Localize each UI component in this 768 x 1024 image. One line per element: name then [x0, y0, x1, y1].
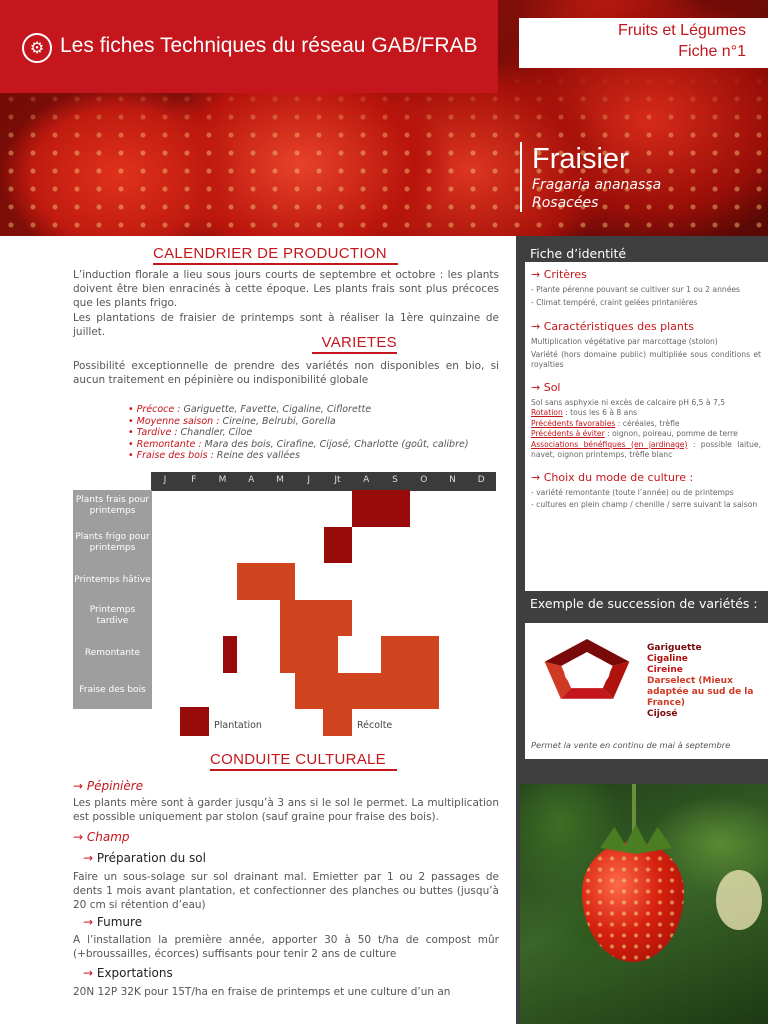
calendrier-text-1: L’induction florale a lieu sous jours courts de septembre et octobre : les plants doivent être bien enracinés à cette époque. Les plants frais sont plus précoces que les plants frigo.: [73, 269, 499, 309]
plants-heading: → Caractéristiques des plants: [531, 320, 694, 333]
rotation-text: Rotation : tous les 6 à 8 ans: [531, 408, 638, 417]
plants-text-1: Multiplication végétative par marcottage (stolon): [531, 337, 718, 346]
plantation-bar: [223, 636, 237, 673]
conduite-heading: CONDUITE CULTURALE: [210, 751, 397, 771]
donut-segment: [545, 639, 587, 666]
month-label: M: [218, 475, 227, 485]
recolte-bar: [381, 636, 439, 673]
champ-heading: → Champ: [73, 830, 130, 844]
exportations-text: 20N 12P 32K pour 15T/ha en fraise de printemps et une culture d’un an: [73, 986, 451, 998]
plantation-bar: [352, 490, 410, 527]
month-label: A: [248, 475, 255, 485]
pepiniere-heading: → Pépinière: [73, 779, 144, 793]
strawberry-image: [582, 842, 684, 962]
legend-plantation-label: Plantation: [214, 720, 262, 731]
plantation-bar: [324, 527, 353, 564]
calendar-row-labels: [73, 490, 152, 709]
month-label: J: [163, 475, 167, 485]
fiche-label-box: [519, 18, 768, 68]
preparation-text: Faire un sous-solage sur sol drainant mal. Emietter par 1 ou 2 passages de dents 1 mois avant plantation, et confectionner des planches ou buttes (jusqu’à 20 cm si rétention d’eau): [73, 871, 499, 911]
fumure-heading: → Fumure: [83, 915, 143, 929]
favorables-text: Précédents favorables : céréales, trèfle: [531, 418, 680, 428]
identity-card: [525, 262, 768, 591]
calendar-row-label: Fraise des bois: [79, 684, 146, 695]
plants-text-2: Variété (hors domaine public) multipliée sous conditions et royalties: [531, 349, 761, 369]
recolte-bar: [295, 673, 439, 710]
title-bar: [0, 0, 498, 93]
month-label: D: [477, 475, 485, 485]
succession-legend-item: Cijosé: [647, 709, 678, 719]
variety-item: • Remontante : Mara des bois, Cirafine, Cijosé, Charlotte (goût, calibre): [128, 438, 469, 450]
month-label: A: [363, 475, 370, 485]
main-column: [0, 236, 516, 1024]
month-label: N: [449, 475, 456, 485]
succession-legend-item: Cigaline: [647, 654, 688, 664]
associations-text: Associations bénéfiques (en jardinage) : possible laitue, navet, oignon printemps, trèfle blanc: [531, 439, 761, 459]
calendrier-heading: CALENDRIER DE PRODUCTION: [153, 245, 398, 265]
succession-legend-item: Darselect (Mieux adaptée au sud de la France): [647, 676, 754, 708]
calendar-row-label: Plants frais pour printemps: [75, 495, 150, 516]
succession-legend-item: Gariguette: [647, 643, 702, 653]
varietes-heading: VARIETES: [312, 334, 397, 354]
month-label: F: [191, 475, 197, 485]
legend-plantation-swatch: [180, 707, 209, 736]
header-banner: [0, 0, 768, 236]
month-label: Jt: [334, 475, 341, 485]
calendar-row-label: Printemps hâtive: [74, 575, 151, 585]
varieties-list: [128, 404, 469, 462]
calendar-row-label: Printemps tardive: [89, 604, 136, 626]
calendrier-text-2: Les plantations de fraisier de printemps sont à réaliser la 1ère quinzaine de juillet.: [73, 312, 499, 338]
month-label: S: [392, 475, 398, 485]
recolte-bar: [280, 636, 338, 673]
succession-legend-item: Cireine: [647, 665, 683, 675]
fiche-number: Fiche n°1: [678, 43, 746, 60]
calendar-row-label: Remontante: [84, 648, 141, 658]
eviter-text: Précédents à éviter : oignon, poireau, pomme de terre: [531, 429, 738, 438]
legend-recolte-label: Récolte: [357, 720, 393, 731]
calendar-row-label: Plants frigo pour printemps: [75, 531, 150, 553]
exportations-heading: → Exportations: [83, 966, 173, 980]
varietes-text: Possibilité exceptionnelle de prendre des variétés non disponibles en bio, si aucun traitement en pépinière ou indisponibilité globale: [73, 360, 499, 386]
month-label: M: [276, 475, 284, 485]
succession-card: [525, 623, 768, 759]
recolte-bar: [280, 600, 352, 637]
criteres-text-2: - Climat tempéré, craint gelées printanières: [531, 297, 698, 307]
variety-item: • Précoce : Gariguette, Favette, Cigaline, Ciflorette: [128, 404, 372, 415]
legend-recolte-swatch: [323, 707, 352, 736]
mode-text-1: - variété remontante (toute l’année) ou de printemps: [531, 487, 734, 497]
variety-item: • Tardive : Chandler, Ciloe: [128, 427, 253, 438]
variety-item: • Fraise des bois : Reine des vallées: [128, 450, 300, 461]
gear-icon: ⚙: [22, 33, 52, 63]
pepiniere-text: Les plants mère sont à garder jusqu’à 3 ans si le sol le permet. La multiplication est possible uniquement par stolon (sauf graine pour fraise des bois).: [73, 797, 499, 823]
succession-donut-chart: [537, 637, 637, 707]
latin-name: Fragaria ananassa: [532, 177, 662, 193]
preparation-heading: → Préparation du sol: [83, 851, 206, 865]
plant-name-block: [520, 142, 661, 212]
succession-heading: Exemple de succession de variétés :: [530, 596, 758, 611]
criteres-text-1: - Plante pérenne pouvant se cultiver sur 1 ou 2 années: [531, 285, 741, 294]
month-label: J: [307, 475, 311, 485]
months-header: [151, 472, 496, 491]
succession-legend: [647, 643, 768, 720]
succession-caption: Permet la vente en continu de mai à septembre: [531, 740, 731, 750]
category-label: Fruits et Légumes: [617, 22, 746, 39]
mode-heading: → Choix du mode de culture :: [531, 470, 694, 484]
plant-family: Rosacées: [532, 195, 599, 211]
identite-heading: Fiche d’identité: [530, 246, 627, 261]
sol-text: Sol sans asphyxie ni excès de calcaire pH 6,5 à 7,5: [531, 397, 726, 407]
donut-segment: [587, 639, 629, 666]
criteres-heading: → Critères: [531, 268, 587, 281]
mode-text-2: - cultures en plein champ / chenille / serre suivant la saison: [531, 500, 758, 509]
variety-item: • Moyenne saison : Cireine, Belrubi, Gorella: [128, 415, 336, 427]
month-label: O: [420, 475, 428, 485]
strawberry-plant-photo: [520, 784, 768, 1024]
page-title: Les fiches Techniques du réseau GAB/FRAB: [60, 34, 478, 57]
plant-name: Fraisier: [532, 143, 629, 175]
recolte-bar: [237, 563, 295, 600]
sol-heading: → Sol: [531, 380, 561, 394]
fumure-text: A l’installation la première année, apporter 30 à 50 t/ha de compost mûr (+broussailles, écorces) suffisants pour tenir 2 ans de culture: [73, 934, 499, 960]
